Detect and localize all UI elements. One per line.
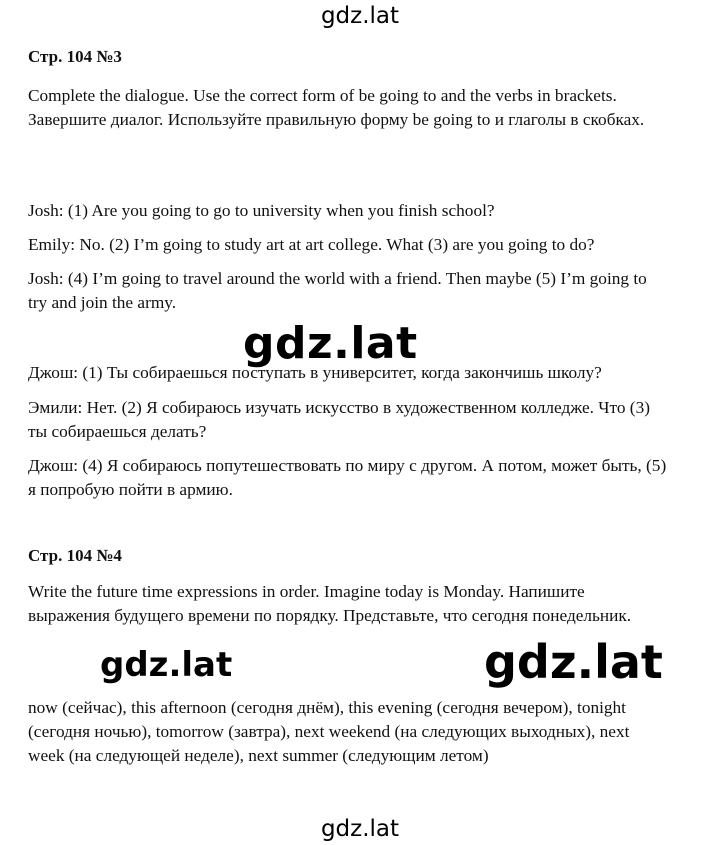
exercise-3-heading: Стр. 104 №3 (28, 47, 122, 66)
watermark-right: gdz.lat (484, 635, 663, 689)
watermark-top: gdz.lat (320, 3, 400, 29)
exercise-4-answer: now (сейчас), this afternoon (сегодня днём), this evening (сегодня вечером), tonight (сегодня ночью), tomorrow (завтра), next weekend (на следующих выходных), next week (на следующей неделе), next summer (следующим летом) (28, 698, 630, 765)
dialogue-en-line-1: Josh: (1) Are you going to go to university when you finish school? (28, 201, 495, 220)
dialogue-ru-line-3: Джош: (4) Я собираюсь попутешествовать по миру с другом. А потом, может быть, (5) я попробую пойти в армию. (28, 456, 667, 499)
watermark-left: gdz.lat (100, 645, 233, 685)
dialogue-en-line-3: Josh: (4) I’m going to travel around the world with a friend. Then maybe (5) I’m going to try and join the army. (28, 269, 647, 312)
dialogue-ru-line-2: Эмили: Нет. (2) Я собираюсь изучать искусство в художественном колледже. Что (3) ты собираешься делать? (28, 398, 650, 441)
exercise-3-instructions: Complete the dialogue. Use the correct form of be going to and the verbs in brackets. Завершите диалог. Используйте правильную форму be going to и глаголы в скобках. (28, 86, 645, 129)
exercise-4-heading: Стр. 104 №4 (28, 546, 122, 565)
dialogue-ru-line-1: Джош: (1) Ты собираешься поступать в университет, когда закончишь школу? (28, 363, 602, 382)
dialogue-en-line-2: Emily: No. (2) I’m going to study art at art college. What (3) are you going to do? (28, 235, 595, 254)
watermark-middle: gdz.lat (243, 318, 418, 369)
watermark-bottom: gdz.lat (320, 816, 400, 842)
exercise-4-instructions: Write the future time expressions in order. Imagine today is Monday. Напишите выражения будущего времени по порядку. Представьте, что сегодня понедельник. (28, 582, 632, 625)
